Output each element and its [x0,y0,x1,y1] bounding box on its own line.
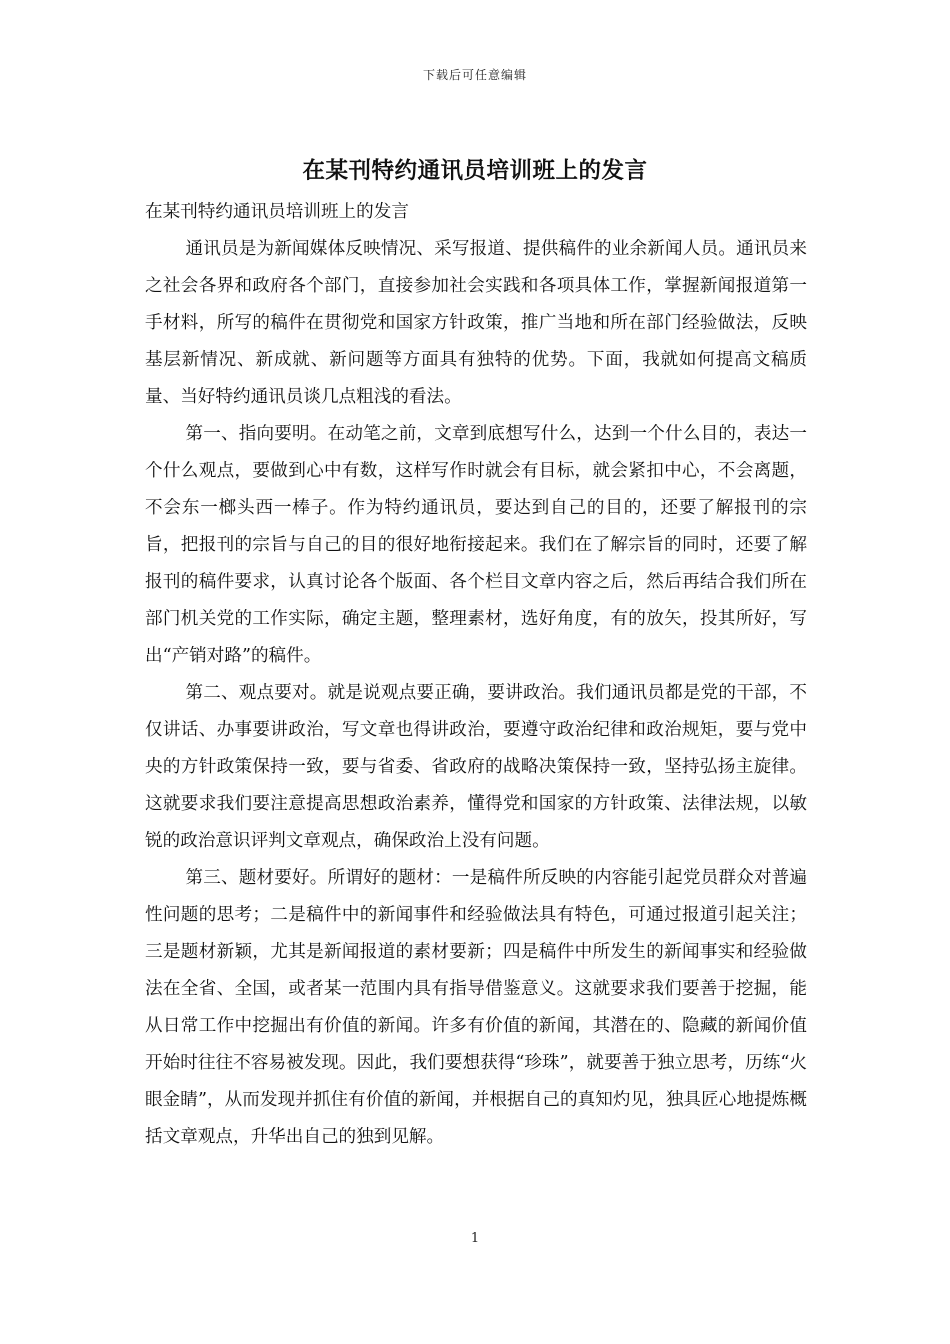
document-subtitle: 在某刊特约通讯员培训班上的发言 [145,202,409,222]
body-paragraph-third-point: 第三、题材要好。所谓好的题材：一是稿件所反映的内容能引起党员群众对普遍性问题的思考；二是稿件中的新闻事件和经验做法具有特色，可通过报道引起关注；三是题材新颖，尤其是新闻报道的素材要新；四是稿件中所发生的新闻事实和经验做法在全省、全国，或者某一范围内具有指导借鉴意义。这就要求我们要善于挖掘，能从日常工作中挖掘出有价值的新闻。许多有价值的新闻，其潜在的、隐藏的新闻价值开始时往往不容易被发现。因此，我们要想获得“珍珠”，就要善于独立思考，历练“火眼金睛”，从而发现并抓住有价值的新闻，并根据自己的真知灼见，独具匠心地提炼概括文章观点，升华出自己的独到见解。 [145,868,807,1147]
body-paragraph-intro: 通讯员是为新闻媒体反映情况、采写报道、提供稿件的业余新闻人员。通讯员来之社会各界和政府各个部门，直接参加社会实践和各项具体工作，掌握新闻报道第一手材料，所写的稿件在贯彻党和国家方针政策，推广当地和所在部门经验做法，反映基层新情况、新成就、新问题等方面具有独特的优势。下面，我就如何提高文稿质量、当好特约通讯员谈几点粗浅的看法。 [145,239,807,407]
body-paragraph-second-point: 第二、观点要对。就是说观点要正确，要讲政治。我们通讯员都是党的干部，不仅讲话、办事要讲政治，写文章也得讲政治，要遵守政治纪律和政治规矩，要与党中央的方针政策保持一致，要与省委、省政府的战略决策保持一致，坚持弘扬主旋律。这就要求我们要注意提高思想政治素养，懂得党和国家的方针政策、法律法规，以敏锐的政治意识评判文章观点，确保政治上没有问题。 [145,683,807,851]
document-body [145,194,807,1156]
body-paragraph-first-point: 第一、指向要明。在动笔之前，文章到底想写什么，达到一个什么目的，表达一个什么观点，要做到心中有数，这样写作时就会有目标，就会紧扣中心，不会离题，不会东一榔头西一棒子。作为特约通讯员，要达到自己的目的，还要了解报刊的宗旨，把报刊的宗旨与自己的目的很好地衔接起来。我们在了解宗旨的同时，还要了解报刊的稿件要求，认真讨论各个版面、各个栏目文章内容之后，然后再结合我们所在部门机关党的工作实际，确定主题，整理素材，选好角度，有的放矢，投其所好，写出“产销对路”的稿件。 [145,424,807,666]
page-header-note: 下载后可任意编辑 [422,68,527,82]
page-number: 1 [470,1231,480,1246]
document-title: 在某刊特约通讯员培训班上的发言 [302,158,648,184]
